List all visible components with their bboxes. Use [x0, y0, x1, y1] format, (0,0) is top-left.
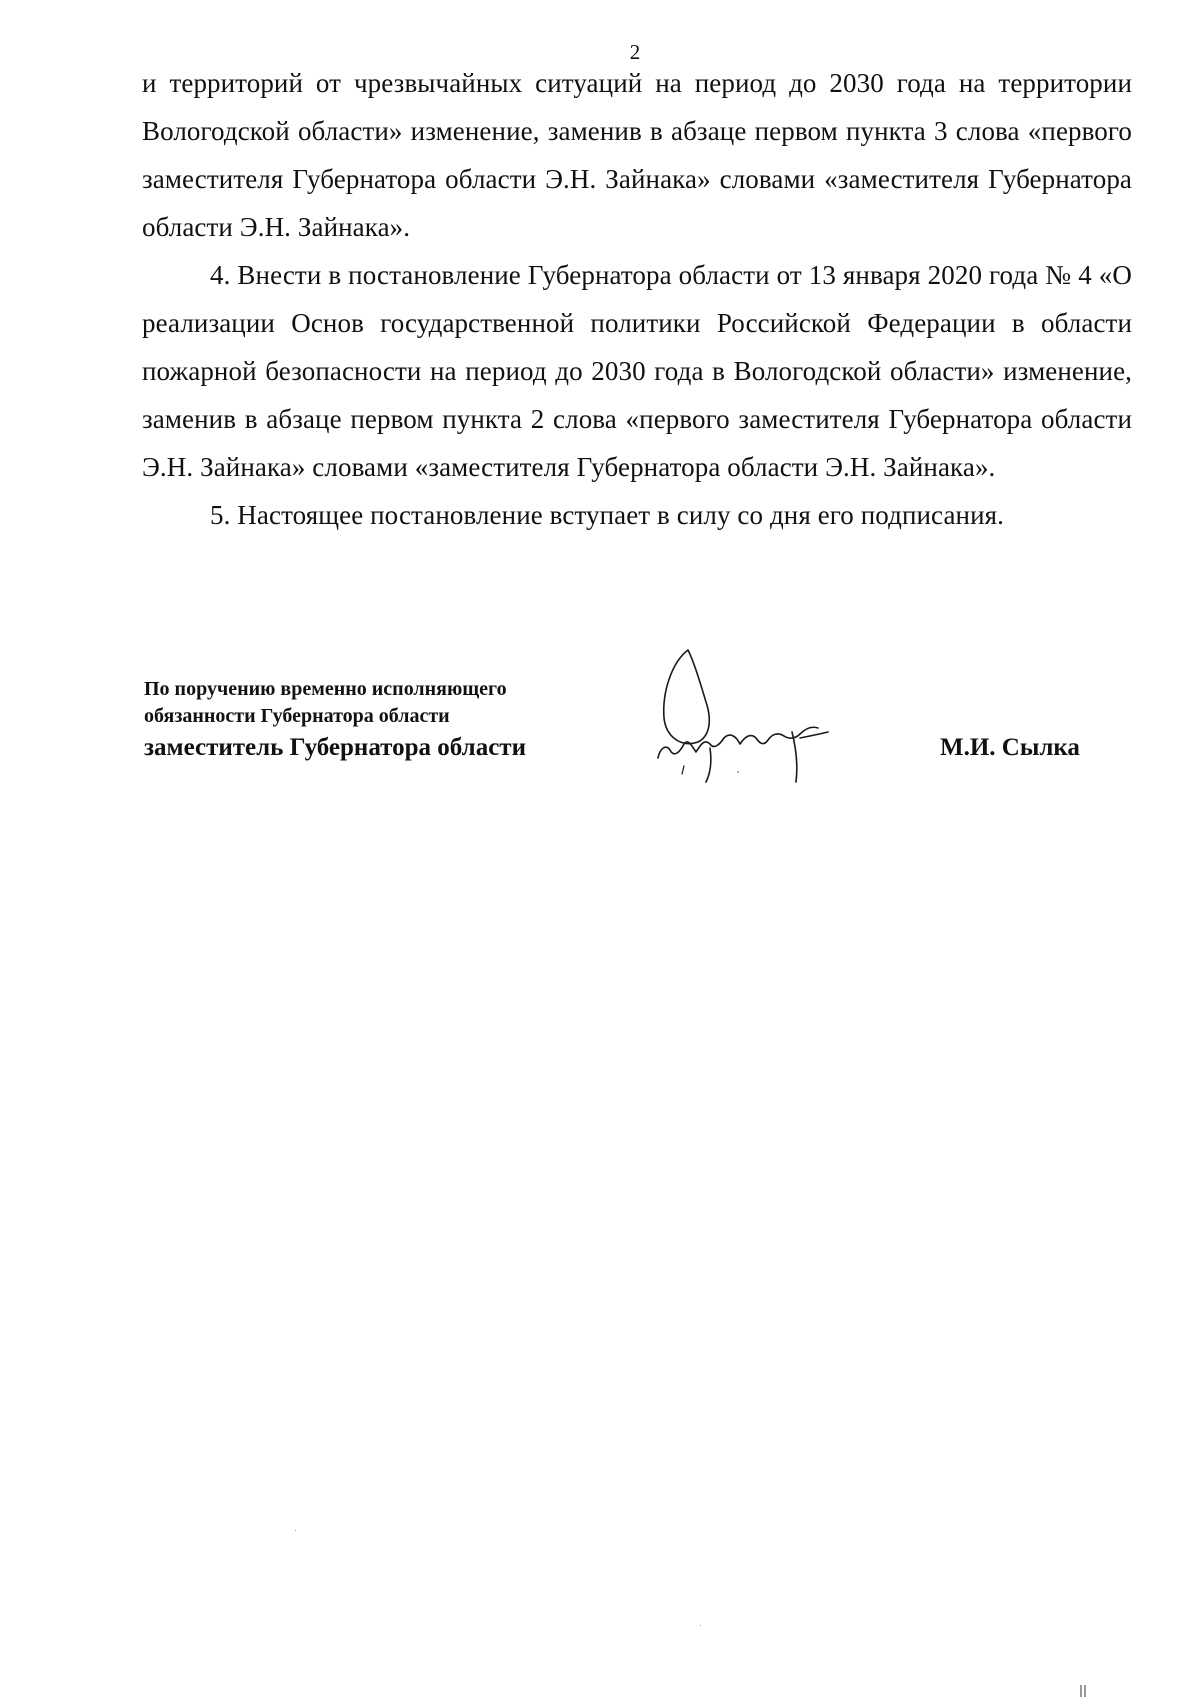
handwritten-signature [650, 640, 850, 785]
signature-authority-line-2: обязанности Губернатора области [144, 705, 450, 727]
document-body [142, 59, 1132, 539]
signature-authority-line-1: По поручению временно исполняющего [144, 678, 507, 700]
paragraph-item-5: 5. Настоящее постановление вступает в силу со дня его подписания. [210, 500, 1005, 530]
scan-speck [295, 1530, 296, 1531]
paragraph-item-4: 4. Внести в постановление Губернатора области от 13 января 2020 года № 4 «О реализации Основ государственной политики Российской Федерации в области пожарной безопасности на период до 2030 года в Вологодской области» изменение, заменив в абзаце первом пункта 2 слова «первого заместителя Губернатора области Э.Н. Зайнака» словами «заместителя Губернатора области Э.Н. Зайнака». [142, 260, 1132, 482]
paragraph-continuation: и территорий от чрезвычайных ситуаций на период до 2030 года на территории Вологодской области» изменение, заменив в абзаце первом пункта 3 слова «первого заместителя Губернатора области Э.Н. Зайнака» словами «заместителя Губернатора области Э.Н. Зайнака». [142, 68, 1132, 242]
signature-block [144, 676, 526, 764]
scan-speck [700, 1625, 701, 1626]
signer-name: М.И. Сылка [940, 734, 1080, 761]
signature-position: заместитель Губернатора области [144, 734, 526, 761]
page-number: 2 [629, 40, 641, 64]
scan-corner-mark [1078, 1683, 1088, 1697]
